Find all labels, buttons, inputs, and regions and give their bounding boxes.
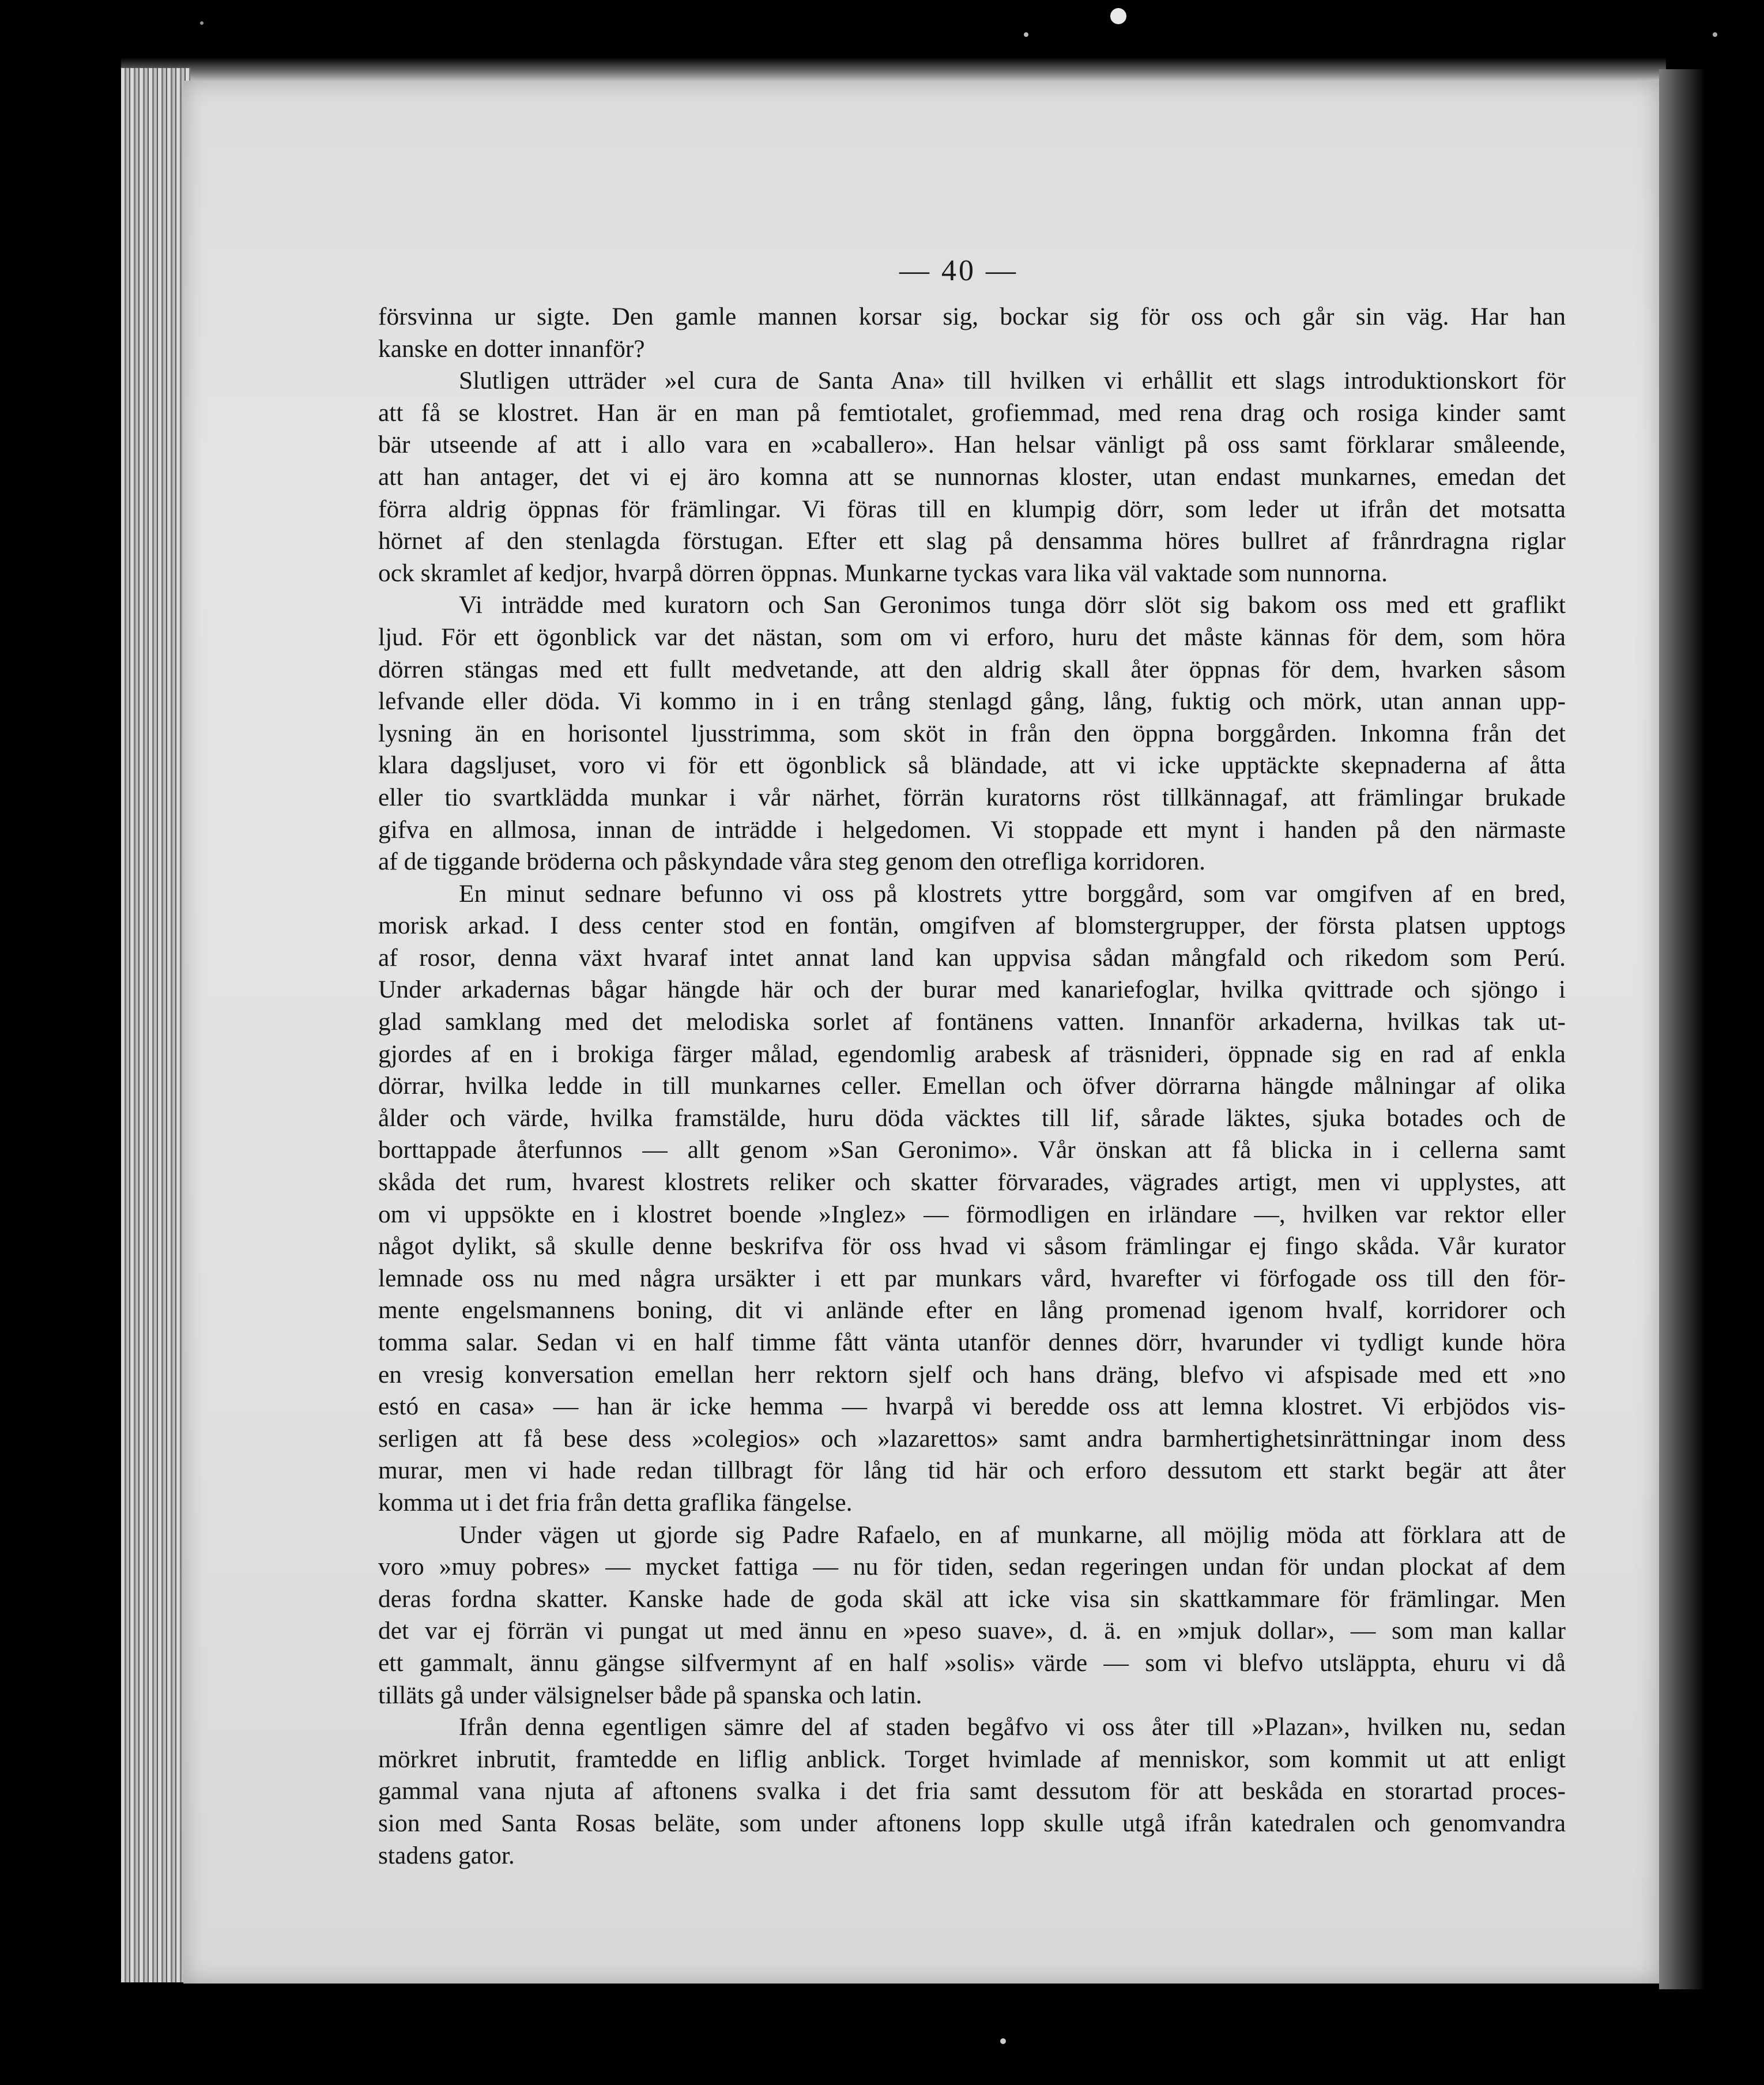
text-line: deras fordna skatter. Kanske hade de goda skäl att icke visa sin skattkammare för främlingar. Men [378, 1585, 1566, 1613]
text-line: morisk arkad. I dess center stod en fontän, omgifven af blomstergrupper, der första platsen upptogs [378, 912, 1566, 940]
text-line: voro »muy pobres» — mycket fattiga — nu för tiden, sedan regeringen undan för undan plockat af dem [378, 1553, 1566, 1581]
text-line: gammal vana njuta af aftonens svalka i det fria samt dessutom för att beskåda en storartad proces- [378, 1777, 1566, 1805]
text-line: lemnade oss nu med några ursäkter i ett par munkars vård, hvarefter vi förfogade oss till den för- [378, 1264, 1566, 1292]
text-line: lysning än en horisontel ljusstrimma, som sköt in från den öppna borggården. Inkomna från det [378, 719, 1566, 747]
text-line: lefvande eller döda. Vi kommo in i en trång stenlagd gång, lång, fuktig och mörk, utan annan upp- [378, 687, 1566, 716]
text-line: Under vägen ut gjorde sig Padre Rafaelo, en af munkarne, all möjlig möda att förklara att de [459, 1521, 1566, 1549]
text-line: hörnet af den stenlagda förstugan. Efter ett slag på densamma höres bullret af frånrdragna riglar [378, 527, 1566, 555]
text-line: ock skramlet af kedjor, hvarpå dörren öppnas. Munkarne tyckas vara lika väl vaktade som nunnorna. [378, 559, 1388, 587]
text-line: en vresig konversation emellan herr rektorn sjelf och hans dräng, blefvo vi afspisade med ett »no [378, 1360, 1566, 1388]
text-line: om vi uppsökte en i klostret boende »Inglez» — förmodligen en irländare —, hvilken var rektor eller [378, 1200, 1566, 1228]
text-line: af rosor, denna växt hvaraf intet annat land kan uppvisa sådan mångfald och rikedom som Perú. [378, 943, 1566, 972]
body-text [378, 301, 1566, 1872]
text-line: bär utseende af att i allo vara en »caballero». Han helsar vänligt på oss samt förklarar småleende, [378, 431, 1566, 459]
paragraph [378, 1519, 1566, 1712]
text-line: sion med Santa Rosas beläte, som under aftonens lopp skulle utgå ifrån katedralen och genomvandra [378, 1809, 1566, 1837]
text-line: Under arkadernas bågar hängde här och der burar med kanariefoglar, hvilka qvittrade och sjöngo i [378, 976, 1566, 1004]
text-line: Ifrån denna egentligen sämre del af staden begåfvo vi oss åter till »Plazan», hvilken nu, sedan [459, 1713, 1566, 1741]
text-line: tomma salar. Sedan vi en half timme fått vänta utanför dennes dörr, hvarunder vi tydligt kunde höra [378, 1328, 1566, 1356]
text-line: stadens gator. [378, 1841, 515, 1869]
text-line: kanske en dotter innanför? [378, 334, 645, 363]
text-line: Slutligen utträder »el cura de Santa Ana» till hvilken vi erhållit ett slags introduktionskort för [459, 367, 1566, 395]
text-line: tilläts gå under välsignelser både på spanska och latin. [378, 1681, 922, 1709]
page-number: — 40 — [899, 254, 1018, 287]
paragraph [378, 878, 1566, 1519]
paragraph [378, 301, 1566, 365]
text-line: ålder och värde, hvilka framstälde, huru döda väcktes till lif, sårade läktes, sjuka botades och de [378, 1104, 1566, 1132]
paragraph [378, 1711, 1566, 1872]
text-line: klara dagsljuset, voro vi för ett ögonblick så bländade, att vi icke upptäckte skepnaderna af åtta [378, 751, 1566, 780]
paragraph [378, 365, 1566, 589]
text-line: gifva en allmosa, innan de inträdde i helgedomen. Vi stoppade ett mynt i handen på den närmaste [378, 815, 1566, 844]
text-line: gjordes af en i brokiga färger målad, egendomlig arabesk af träsniderі, öppnade sig en rad af enkla [378, 1040, 1566, 1068]
text-line: att han antager, det vi ej äro komna att se nunnornas kloster, utan endast munkarnes, emedan det [378, 462, 1566, 491]
text-line: serligen att få bese dess »colegios» och »lazarettos» samt andra barmhertighetsinrättningar inom dess [378, 1424, 1566, 1452]
text-line: murar, men vi hade redan tillbragt för lång tid här och erforo dessutom ett starkt begär att åter [378, 1457, 1566, 1485]
paragraph [378, 589, 1566, 878]
text-line: borttappade återfunnos — allt genom »San Geronimo». Vår önskan att få blicka in i cellerna samt [378, 1136, 1566, 1164]
page-edges [121, 68, 190, 1982]
text-line: estó en casa» — han är icke hemma — hvarpå vi beredde oss att lemna klostret. Vi erbjödos vis- [378, 1392, 1566, 1421]
text-line: Vi inträdde med kuratorn och San Geronimos tunga dörr slöt sig bakom oss med ett graflikt [459, 591, 1566, 619]
text-line: af de tiggande bröderna och påskyndade våra steg genom den otrefliga korridoren. [378, 848, 1205, 876]
text-line: skåda det rum, hvarest klostrets reliker och skatter förvarades, vägrades artigt, men vi upplystes, att [378, 1168, 1566, 1196]
text-line: dörren stängas med ett fullt medvetande, att den aldrig skall åter öppnas för dem, hvarken såsom [378, 655, 1566, 683]
text-line: försvinna ur sigte. Den gamle mannen korsar sig, bockar sig för oss och går sin väg. Har han [378, 303, 1566, 330]
text-line: förra aldrig öppnas för främlingar. Vi föras till en klumpig dörr, som leder ut ifrån det motsatta [378, 495, 1566, 523]
text-line: ett gammalt, ännu gängse silfvermynt af en half »solis» värde — som vi blefvo utsläppta, ehuru vi då [378, 1649, 1566, 1677]
text-line: det var ej förrän vi pungat ut med ännu en »peso suave», d. ä. en »mjuk dollar», — som man kallar [378, 1617, 1566, 1645]
text-line: att få se klostret. Han är en man på femtiotalet, grofiemmad, med rena drag och rosiga kinder samt [378, 398, 1566, 427]
gutter-shadow [1659, 69, 1705, 1989]
text-line: En minut sednare befunno vi oss på klostrets yttre borggård, som var omgifven af en bred, [459, 879, 1566, 908]
text-line: dörrar, hvilka ledde in till munkarnes celler. Emellan och öfver dörrarna hängde målningar af olika [378, 1072, 1566, 1100]
text-line: mente engelsmannens boning, dit vi anlände efter en lång promenad igenom hvalf, korridorer och [378, 1296, 1566, 1324]
text-line: glad samklang med det melodiska sorlet af fontänens vatten. Innanför arkaderna, hvilkas tak ut- [378, 1008, 1566, 1036]
text-line: ljud. För ett ögonblick var det nästan, som om vi erforo, huru det måste kännas för dem, som höra [378, 623, 1566, 651]
book-top-edge [121, 58, 1666, 81]
text-line: eller tio svartklädda munkar i vår närhet, förrän kuratorns röst tillkännagaf, att främlingar brukade [378, 783, 1566, 811]
text-line: något dylikt, så skulle denne beskrifva för oss hvad vi såsom främlingar ej fingo skåda. Vår kurator [378, 1232, 1566, 1260]
text-line: mörkret inbrutit, framtedde en liflig anblick. Torget hvimlade af menniskor, som kommit ut att enligt [378, 1745, 1566, 1773]
text-line: komma ut i det fria från detta graflika fängelse. [378, 1488, 853, 1516]
